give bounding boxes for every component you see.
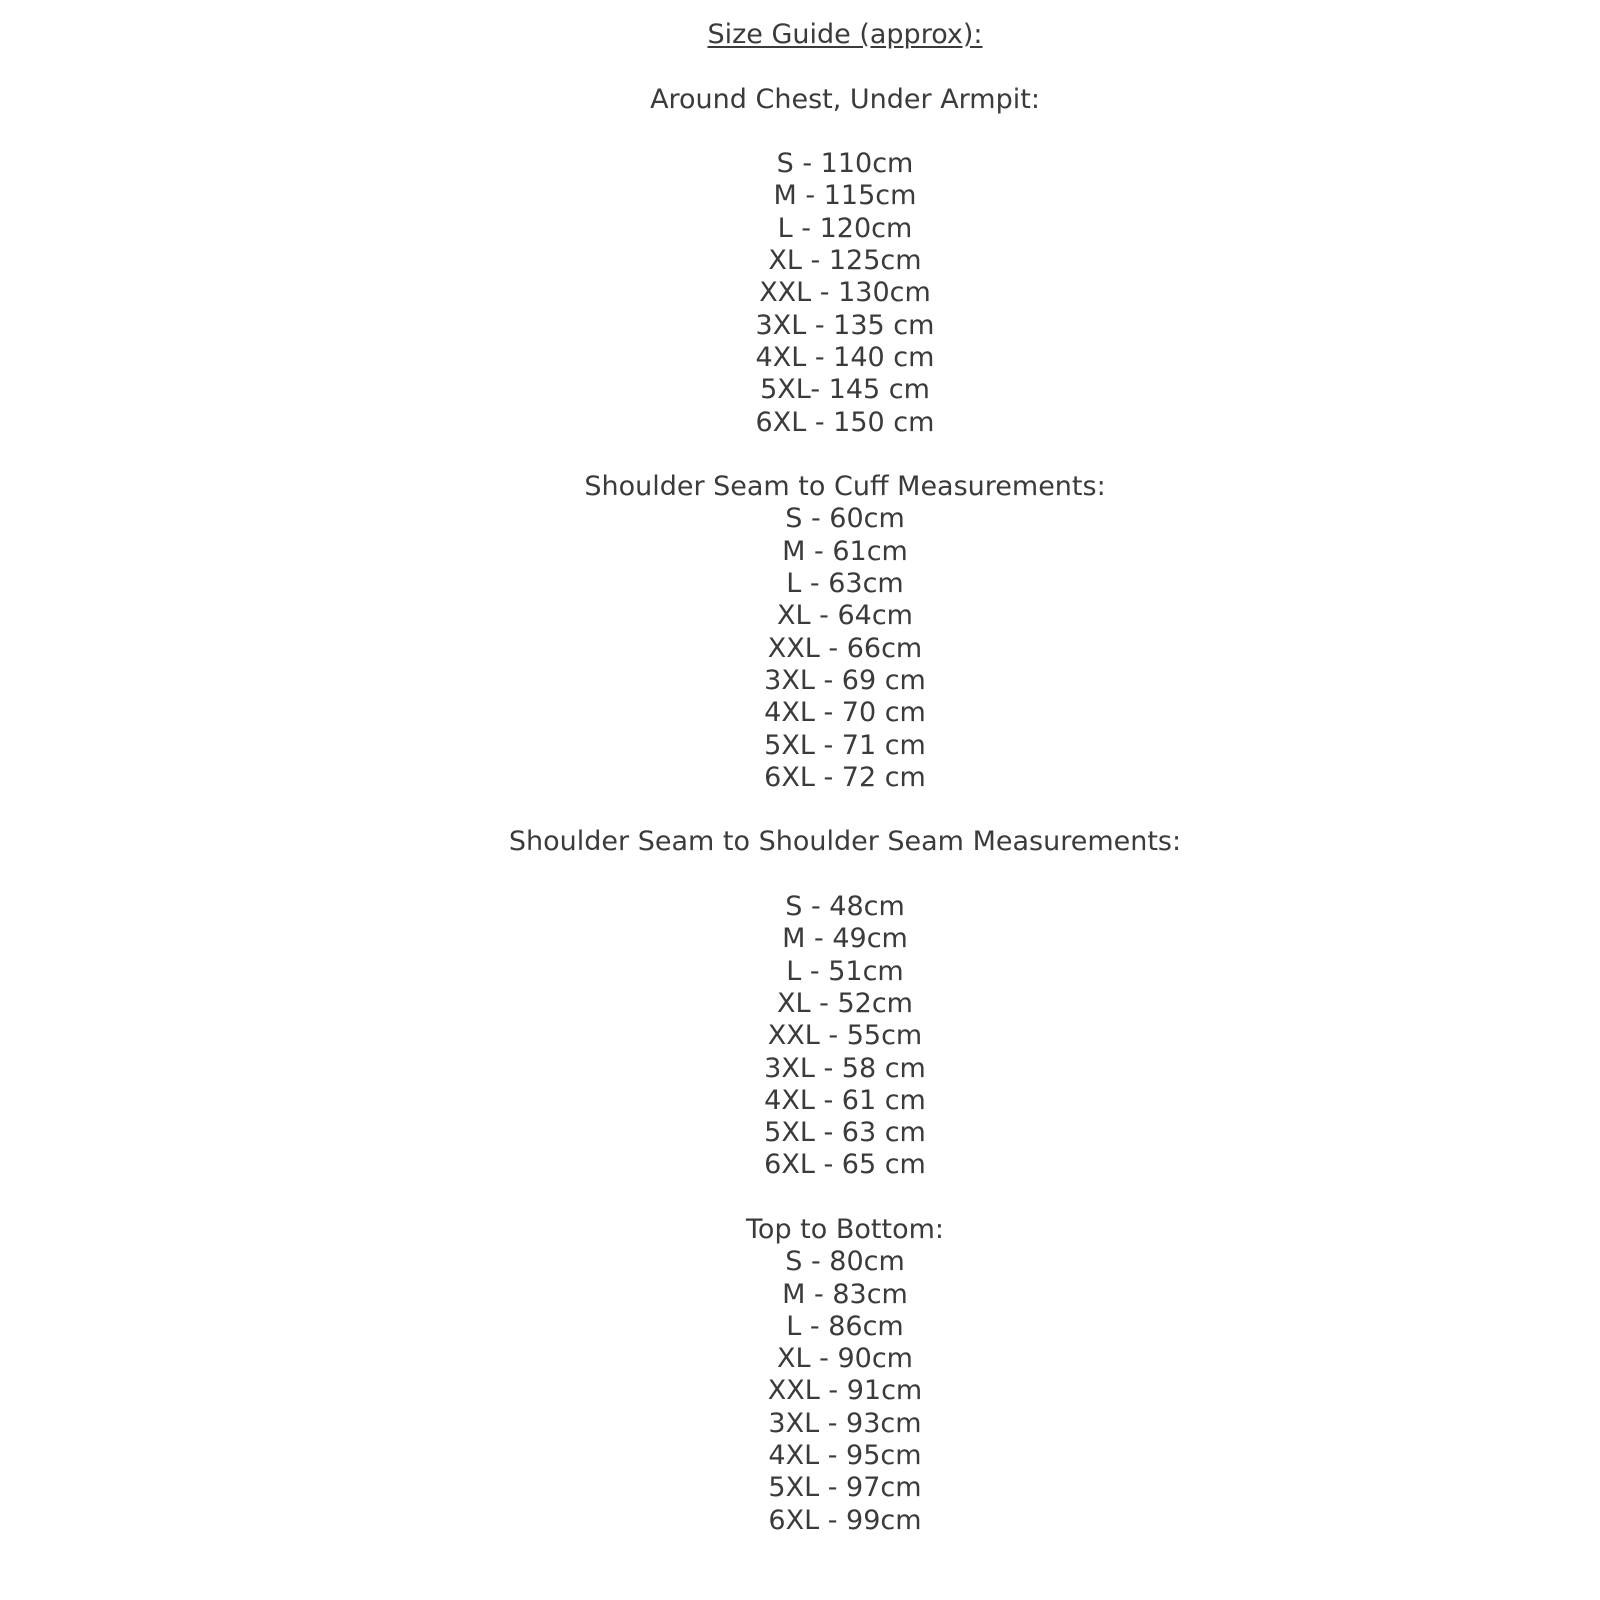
size-row: XL - 64cm — [777, 600, 913, 632]
size-row: 4XL - 95cm — [768, 1440, 922, 1472]
size-row: M - 61cm — [782, 535, 908, 567]
size-row: S - 110cm — [776, 148, 914, 180]
size-row: XL - 125cm — [768, 245, 922, 277]
size-row: L - 86cm — [786, 1310, 904, 1342]
size-row: 5XL - 97cm — [768, 1472, 922, 1504]
size-row: 3XL - 93cm — [768, 1407, 922, 1439]
section-heading-shoulder-to-shoulder: Shoulder Seam to Shoulder Seam Measurements: — [508, 826, 1182, 858]
size-row: L - 120cm — [777, 212, 913, 244]
size-row: 6XL - 99cm — [768, 1504, 922, 1536]
size-guide-document — [90, 0, 1600, 1537]
section-heading-shoulder-to-cuff: Shoulder Seam to Cuff Measurements: — [584, 471, 1106, 503]
size-row: 4XL - 70 cm — [764, 697, 926, 729]
size-row: 3XL - 58 cm — [764, 1052, 926, 1084]
size-row: XL - 52cm — [777, 987, 913, 1019]
size-row: L - 51cm — [786, 955, 904, 987]
size-row: S - 48cm — [785, 891, 905, 923]
size-row: 6XL - 72 cm — [764, 761, 926, 793]
section-shoulder-to-cuff — [90, 471, 1600, 794]
section-around-chest — [90, 84, 1600, 439]
size-row: 5XL - 71 cm — [764, 729, 926, 761]
size-row: 3XL - 69 cm — [764, 664, 926, 696]
size-row: 4XL - 140 cm — [755, 341, 935, 373]
section-heading-around-chest: Around Chest, Under Armpit: — [650, 83, 1040, 115]
size-row: XXL - 55cm — [767, 1020, 923, 1052]
page-title: Size Guide (approx): — [707, 19, 983, 50]
size-row: M - 83cm — [782, 1278, 908, 1310]
size-row: 3XL - 135 cm — [755, 309, 935, 341]
size-row: S - 80cm — [785, 1246, 905, 1278]
section-top-to-bottom — [90, 1214, 1600, 1537]
size-row: 4XL - 61 cm — [764, 1084, 926, 1116]
size-row: M - 115cm — [773, 180, 917, 212]
size-row: 6XL - 150 cm — [755, 406, 935, 438]
size-row: XXL - 130cm — [759, 277, 931, 309]
section-heading-top-to-bottom: Top to Bottom: — [746, 1213, 944, 1245]
size-row: XL - 90cm — [777, 1343, 913, 1375]
size-row: XXL - 91cm — [767, 1375, 923, 1407]
size-row: 5XL- 145 cm — [760, 374, 930, 406]
size-row: XXL - 66cm — [767, 632, 923, 664]
size-row: L - 63cm — [786, 568, 904, 600]
section-shoulder-to-shoulder — [90, 826, 1600, 1181]
size-row: S - 60cm — [785, 503, 905, 535]
size-row: 5XL - 63 cm — [764, 1117, 926, 1149]
size-row: M - 49cm — [782, 923, 908, 955]
size-row: 6XL - 65 cm — [764, 1149, 926, 1181]
